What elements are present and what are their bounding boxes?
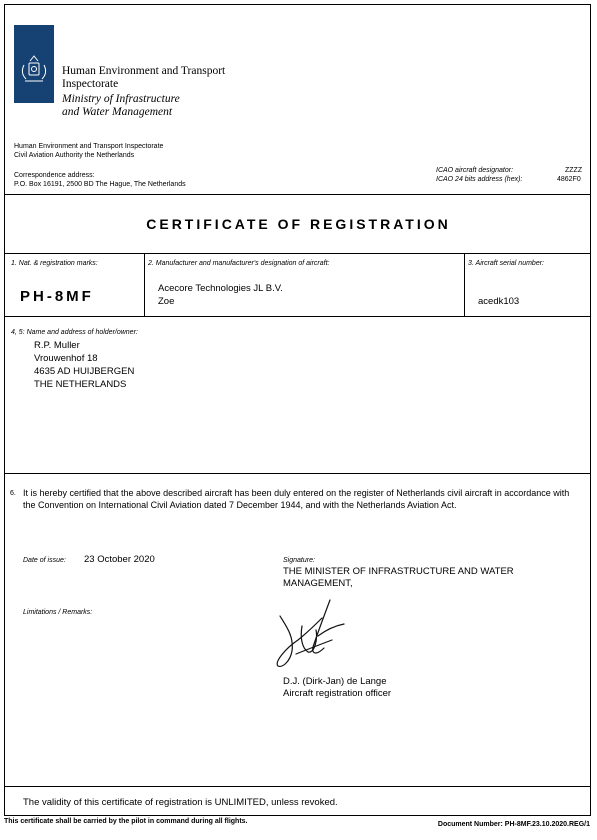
institution-name-line1: Human Environment and Transport xyxy=(62,65,226,77)
ministry-line2: and Water Management xyxy=(62,106,173,118)
handwritten-signature xyxy=(272,596,352,674)
institution-name-line2: Inspectorate xyxy=(62,78,119,90)
correspondence-address: P.O. Box 16191, 2500 BD The Hague, The Netherlands xyxy=(14,181,186,188)
divider xyxy=(4,253,591,254)
signature-authority-line1: THE MINISTER OF INFRASTRUCTURE AND WATER xyxy=(283,566,514,577)
date-of-issue-value: 23 October 2020 xyxy=(84,554,155,565)
divider xyxy=(4,316,591,317)
serial-number-value: acedk103 xyxy=(478,296,520,307)
registration-marks-label: 1. Nat. & registration marks: xyxy=(11,260,98,267)
holder-country: THE NETHERLANDS xyxy=(34,379,127,390)
divider xyxy=(464,253,465,316)
manufacturer-label: 2. Manufacturer and manufacturer's designation of aircraft: xyxy=(148,260,330,267)
holder-city: 4635 AD HUIJBERGEN xyxy=(34,366,135,377)
limitations-label: Limitations / Remarks: xyxy=(23,609,93,616)
divider xyxy=(4,194,591,195)
coat-of-arms-logo xyxy=(14,25,54,103)
ministry-line1: Ministry of Infrastructure xyxy=(62,93,180,105)
document-number: Document Number: PH-8MF.23.10.2020.REG/1 xyxy=(437,821,590,828)
holder-label: 4, 5: Name and address of holder/owner: xyxy=(11,329,138,336)
signature-authority-line2: MANAGEMENT, xyxy=(283,578,353,589)
manufacturer-value: Acecore Technologies JL B.V. xyxy=(158,283,283,294)
divider xyxy=(4,786,591,787)
signature-label: Signature: xyxy=(283,557,315,564)
coat-of-arms-icon xyxy=(14,25,54,103)
divider xyxy=(4,473,591,474)
validity-statement: The validity of this certificate of registration is UNLIMITED, unless revoked. xyxy=(23,797,338,808)
icao-designator-value: ZZZZ xyxy=(565,167,583,174)
aircraft-designation-value: Zoe xyxy=(158,296,175,307)
certificate-title: CERTIFICATE OF REGISTRATION xyxy=(146,216,451,232)
authority-line2: Civil Aviation Authority the Netherlands xyxy=(14,152,135,159)
icao-designator-label: ICAO aircraft designator: xyxy=(436,167,514,174)
icao-address-value: 4862F0 xyxy=(557,176,581,183)
correspondence-label: Correspondence address: xyxy=(14,172,95,179)
icao-address-label: ICAO 24 bits address (hex): xyxy=(436,176,523,183)
holder-name: R.P. Muller xyxy=(34,340,80,351)
authority-line1: Human Environment and Transport Inspectorate xyxy=(14,143,164,150)
certification-text: It is hereby certified that the above described aircraft has been duly entered on the register of Netherlands civil aircraft in accordance with the Convention on International Civil Aviation dated 7 December 1944, and with the Netherlands Aviation Act. xyxy=(23,488,570,510)
signer-name: D.J. (Dirk-Jan) de Lange xyxy=(283,676,387,687)
certification-number: 6. xyxy=(10,490,16,497)
divider xyxy=(144,253,145,316)
holder-street: Vrouwenhof 18 xyxy=(34,353,98,364)
serial-number-label: 3. Aircraft serial number: xyxy=(468,260,544,267)
date-of-issue-label: Date of issue: xyxy=(23,557,66,564)
carry-notice: This certificate shall be carried by the pilot in command during all flights. xyxy=(4,818,248,825)
signer-title: Aircraft registration officer xyxy=(283,688,392,699)
registration-marks-value: PH-8MF xyxy=(20,288,94,305)
